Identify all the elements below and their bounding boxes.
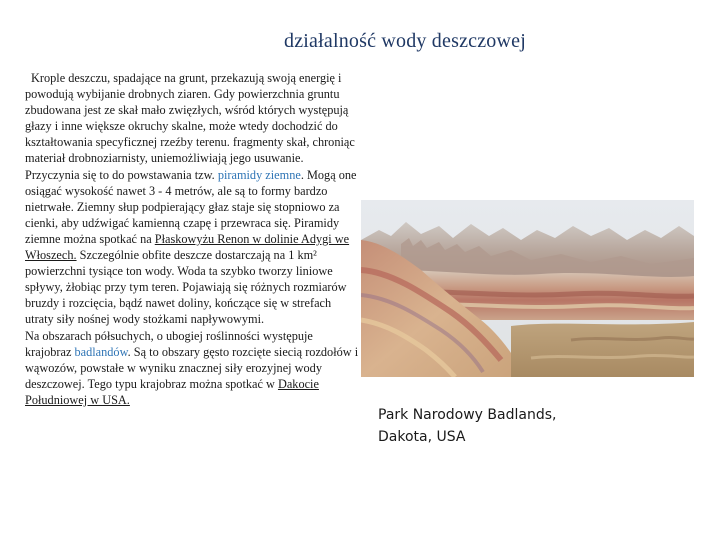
renon-plateau-underlined: Płaskowyżu Renon w dolinie Adygi we Włoszech. xyxy=(25,231,350,263)
link-badlands[interactable]: badlandów xyxy=(74,344,128,359)
caption-line-2: Dakota, USA xyxy=(378,429,466,445)
article-body xyxy=(25,70,360,408)
page-title: działalność wody deszczowej xyxy=(284,30,526,52)
paragraph-earth-pyramids xyxy=(25,70,360,328)
paragraph2-text-1: Na obszarach półsuchych, o ubogiej roślinności występuje krajobraz xyxy=(25,328,313,359)
badlands-landscape-illustration xyxy=(361,200,694,377)
paragraph1-text-2: . Mogą one osiągać wysokość nawet 3 - 4 metrów, ale są to formy bardzo nietrwałe. Ziemny słup podpierający głaz staje się stopniowo za cienki, aby udźwigać kamienną czapę i przewraca się. Piramidy ziemne można spotkać na xyxy=(25,167,357,246)
caption-line-1: Park Narodowy Badlands, xyxy=(378,407,557,423)
paragraph1-text-1: Krople deszczu, spadające na grunt, przekazują swoją energię i powodują wybijanie drobnych ziaren. Gdy powierzchnia gruntu zbudowana jest ze skał mało zwięzłych, wśród których występują głazy i inne większe okruchy skalne, może wtedy dochodzić do kształtowania specyficznej rzeźby terenu. fragmenty skał, chroniąc materiał drobnoziarnisty, uniemożliwiają jego usuwanie. Przyczynia się to do powstawania tzw. xyxy=(25,71,355,182)
paragraph-badlands xyxy=(25,328,360,408)
paragraph1-text-3: Szczególnie obfite deszcze dostarczają na 1 km² powierzchni tysiące ton wody. Woda ta szybko tworzy liniowe spływy, żłobiąc przy tym teren. Pojawiają się różnych rozmiarów bruzdy i rozcięcia, bądź nawet doliny, kończące się w strefach utraty siły nośnej wody stożkami napływowymi. xyxy=(25,248,347,327)
paragraph2-text-2: . Są to obszary gęsto rozcięte siecią rozdołów i wąwozów, powstałe w wyniku znacznej siły erozyjnej wody deszczowej. Tego typu krajobraz można spotkać w xyxy=(25,344,359,391)
photo-caption xyxy=(378,404,618,448)
south-dakota-underlined: Dakocie Południowej w USA. xyxy=(25,376,319,407)
badlands-photo xyxy=(361,200,694,377)
link-earth-pyramids[interactable]: piramidy ziemne xyxy=(217,167,301,182)
